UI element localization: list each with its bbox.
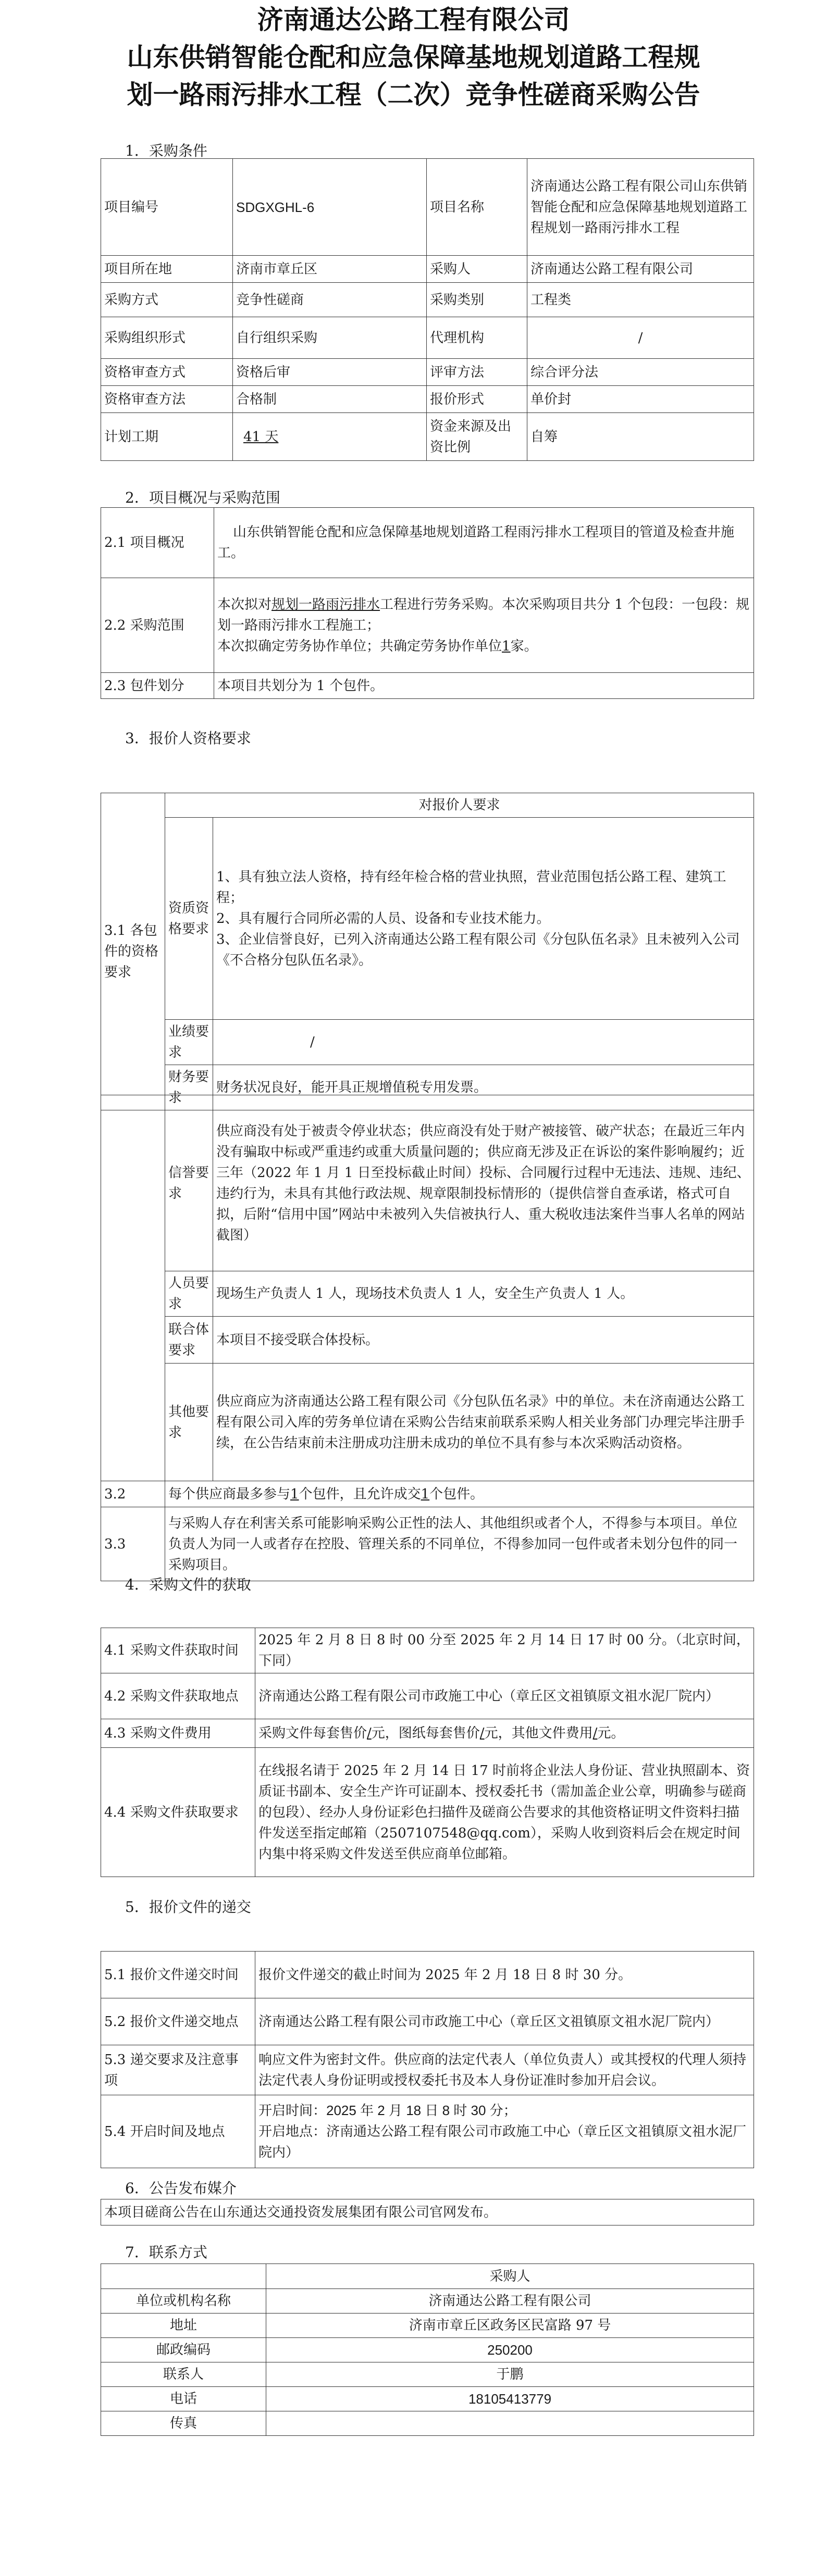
cell-value: 综合评分法 — [527, 359, 754, 386]
cell-label: 资质资格要求 — [165, 818, 213, 1020]
cell-label: 4.1 采购文件获取时间 — [101, 1628, 255, 1673]
table-row — [101, 1020, 754, 1065]
cell-label: 财务要求 — [165, 1065, 213, 1110]
table-row — [101, 2289, 754, 2314]
text: / — [593, 1725, 598, 1741]
section-heading-2: 2．项目概况与采购范围 — [125, 489, 280, 506]
submission-notes: 响应文件为密封文件。供应商的法定代表人（单位负责人）或其授权的代理人须持法定代表人身份证明或授权委托书及本人身份证准时参加开启会议。 — [255, 2045, 754, 2095]
table-row — [101, 1673, 754, 1719]
text: 采购文件每套售价 — [258, 1725, 367, 1741]
cell-value: 济南通达公路工程有限公司 — [527, 256, 754, 283]
cell-label: 邮政编码 — [101, 2338, 266, 2362]
text: 3、企业信誉良好，已列入济南通达公路工程有限公司《分包队伍名录》且未被列入公司《不合格分包队伍名录》。 — [216, 931, 740, 968]
text: 1、具有独立法人资格，持有经年检合格的营业执照，营业范围包括公路工程、建筑工程； — [216, 869, 726, 906]
email-link[interactable]: 2507107548@qq.com — [380, 1825, 530, 1841]
cell-label: 联系人 — [101, 2362, 266, 2387]
submission-deadline: 报价文件递交的截止时间为 2025 年 2 月 18 日 8 时 30 分。 — [255, 1952, 754, 1998]
cell-label: 2.2 采购范围 — [101, 578, 214, 673]
cell-value: 资格后审 — [233, 359, 427, 386]
acquisition-requirements — [255, 1748, 754, 1877]
section-heading-7: 7．联系方式 — [125, 2244, 207, 2261]
cell-label: 5.4 开启时间及地点 — [101, 2095, 255, 2168]
duration-value: 41 天 — [243, 429, 279, 445]
text: 每个供应商最多参与 — [168, 1486, 291, 1502]
cell-label: 项目所在地 — [101, 256, 233, 283]
table-row — [101, 1998, 754, 2045]
qualification-requirements — [213, 818, 754, 1020]
text: 2、具有履行合同所必需的人员、设备和专业技术能力。 — [216, 910, 550, 927]
cell-label: 2.3 包件划分 — [101, 673, 214, 699]
text: 个包件。 — [429, 1486, 484, 1502]
table-row — [101, 1719, 754, 1748]
cell-label: 5.1 报价文件递交时间 — [101, 1952, 255, 1998]
contact-postcode: 250200 — [266, 2338, 754, 2362]
cell-label: 地址 — [101, 2314, 266, 2338]
page-title-line1: 济南通达公路工程有限公司 — [257, 4, 570, 35]
text: 本次拟对 — [217, 596, 272, 612]
cell-label: 4.3 采购文件费用 — [101, 1719, 255, 1748]
table-row — [101, 508, 754, 578]
cell-label: 4.2 采购文件获取地点 — [101, 1673, 255, 1719]
cell-label: 资格审查方式 — [101, 359, 233, 386]
table-row — [101, 2095, 754, 2168]
table-row — [101, 317, 754, 359]
section-heading-5: 5．报价文件的递交 — [125, 1898, 251, 1916]
cell-value: 济南市章丘区 — [233, 256, 427, 283]
text: 元。 — [597, 1725, 625, 1741]
cell-label: 信誉要求 — [165, 1095, 213, 1271]
cell-value: / — [527, 317, 754, 359]
cell-value: 自行组织采购 — [233, 317, 427, 359]
text: 工程进行劳务采购。本次采购项目共分 1 个包段：一包段：规划一路雨污排水工程施工； — [217, 596, 750, 633]
project-name: 济南通达公路工程有限公司山东供销智能仓配和应急保障基地规划道路工程规划一路雨污排水工程 — [527, 159, 754, 256]
document-acquisition-table — [101, 1628, 754, 1877]
section-heading-4: 4．采购文件的获取 — [125, 1576, 251, 1593]
table-row — [101, 1095, 754, 1271]
text: 元，图纸每套售价 — [371, 1725, 480, 1741]
text: / — [367, 1725, 372, 1741]
cell-label: 单位或机构名称 — [101, 2289, 266, 2314]
table-row — [101, 2045, 754, 2095]
cell-label: 项目名称 — [427, 159, 527, 256]
table-row — [101, 673, 754, 699]
table-row — [101, 2199, 754, 2225]
package-limit — [165, 1481, 754, 1507]
cell-label: 其他要求 — [165, 1364, 213, 1481]
table-row — [101, 1271, 754, 1317]
procurement-scope — [214, 578, 754, 673]
cell-label: 采购组织形式 — [101, 317, 233, 359]
text: 规划一路雨污排水 — [271, 596, 380, 612]
cell-value: 自筹 — [527, 413, 754, 461]
table-row — [101, 413, 754, 461]
contact-header: 采购人 — [266, 2264, 754, 2289]
table-row — [101, 818, 754, 1020]
table-row — [101, 2338, 754, 2362]
publication-media-table — [101, 2199, 754, 2225]
cell-label: 人员要求 — [165, 1271, 213, 1317]
table-row — [101, 2387, 754, 2411]
opening-time-location — [255, 2095, 754, 2168]
cell-label: 2.1 项目概况 — [101, 508, 214, 578]
submission-table — [101, 1951, 754, 2168]
contact-table — [101, 2264, 754, 2436]
project-overview: 山东供销智能仓配和应急保障基地规划道路工程雨污排水工程项目的管道及检查井施工。 — [214, 508, 754, 578]
project-scope-table — [101, 507, 754, 699]
joint-venture-requirement: 本项目不接受联合体投标。 — [213, 1317, 754, 1364]
text: 本次拟确定劳务协作单位；共确定劳务协作单位 — [217, 638, 502, 654]
cell-label: 4.4 采购文件获取要求 — [101, 1748, 255, 1877]
qualification-table — [101, 793, 754, 1110]
staff-requirement: 现场生产负责人 1 人，现场技术负责人 1 人，安全生产负责人 1 人。 — [213, 1271, 754, 1317]
table-row — [101, 1481, 754, 1507]
section-heading-6: 6．公告发布媒介 — [125, 2180, 237, 2197]
table-row — [101, 2411, 754, 2436]
cell-label: 3.1 各包件的资格要求 — [101, 793, 165, 1110]
table-header: 对报价人要求 — [165, 793, 754, 818]
text: 在线报名请于 2025 年 2 月 14 日 17 时前将企业法人身份证、营业执照副本、资质证书副本、安全生产许可证副本、授权委托书（需加盖企业公章，明确参与磋商的包段）、经办人身份证彩色扫描件及磋商公告要求的其他资格证明文件资料扫描件发送至指定邮箱（ — [258, 1762, 750, 1841]
cell-label: 采购方式 — [101, 283, 233, 317]
cell-label: 电话 — [101, 2387, 266, 2411]
contact-fax — [266, 2411, 754, 2436]
page-title-line2: 山东供销智能仓配和应急保障基地规划道路工程规 — [127, 42, 700, 72]
section-heading-1: 1．采购条件 — [125, 142, 207, 159]
table-row — [101, 1628, 754, 1673]
table-row — [101, 578, 754, 673]
cell-label: 采购类别 — [427, 283, 527, 317]
cell-label: 5.3 递交要求及注意事项 — [101, 2045, 255, 2095]
cell-label: 联合体要求 — [165, 1317, 213, 1364]
cell-label: 5.2 报价文件递交地点 — [101, 1998, 255, 2045]
table-row — [101, 386, 754, 413]
text: 开启时间： — [258, 2103, 327, 2119]
financial-requirement: 财务状况良好，能开具正规增值税专用发票。 — [213, 1065, 754, 1110]
performance-value: / — [310, 1034, 315, 1050]
cell-label: 计划工期 — [101, 413, 233, 461]
table-row — [101, 159, 754, 256]
conflict-of-interest: 与采购人存在利害关系可能影响采购公正性的法人、其他组织或者个人，不得参与本项目。单位负责人为同一人或者存在控股、管理关系的不同单位，不得参加同一包件或者未划分包件的同一采购项目。 — [165, 1507, 754, 1581]
table-row — [101, 2314, 754, 2338]
cell-label: 项目编号 — [101, 159, 233, 256]
cell-label: 评审方法 — [427, 359, 527, 386]
contact-phone[interactable]: 18105413779 — [266, 2387, 754, 2411]
text: 1 — [421, 1486, 430, 1502]
contact-org: 济南通达公路工程有限公司 — [266, 2289, 754, 2314]
cell-label: 3.3 — [101, 1507, 165, 1581]
cell-value: 合格制 — [233, 386, 427, 413]
table-row — [101, 2264, 754, 2289]
credit-requirement: 供应商没有处于被责令停业状态；供应商没有处于财产被接管、破产状态；在最近三年内没有骗取中标或严重违约或重大质量问题的；供应商无涉及正在诉讼的案件影响履约；近三年（2022 年 1 月 1 日至投标截止时间）投标、合同履行过程中无违法、违规、违纪、违约行为，未具有其他行政法规、规章限制投标情形的（提供信誉自查承诺，格式可自拟，后附“信用中国”网站中未被列入失信被执行人、重大税收违法案件当事人名单的网站截图） — [213, 1095, 754, 1271]
text: 元，其他文件费用 — [484, 1725, 593, 1741]
package-division: 本项目共划分为 1 个包件。 — [214, 673, 754, 699]
page-title-line3: 划一路雨污排水工程（二次）竞争性磋商采购公告 — [127, 79, 700, 110]
table-row — [101, 1507, 754, 1581]
contact-address: 济南市章丘区政务区民富路 97 号 — [266, 2314, 754, 2338]
cell-label: 资格审查方法 — [101, 386, 233, 413]
table-row — [101, 283, 754, 317]
table-row — [101, 1317, 754, 1364]
project-number: SDGXGHL-6 — [233, 159, 427, 256]
cell-value: 工程类 — [527, 283, 754, 317]
cell-label: 3.2 — [101, 1481, 165, 1507]
table-row — [101, 1952, 754, 1998]
cell-value: 竞争性磋商 — [233, 283, 427, 317]
cell-label: 代理机构 — [427, 317, 527, 359]
cell-label: 业绩要求 — [165, 1020, 213, 1065]
cell-label: 资金来源及出资比例 — [427, 413, 527, 461]
text: 个包件，且允许成交 — [299, 1486, 421, 1502]
table-row — [101, 2362, 754, 2387]
text: / — [479, 1725, 485, 1741]
procurement-conditions-table — [101, 158, 754, 461]
cell-label: 传真 — [101, 2411, 266, 2436]
section-heading-3: 3．报价人资格要求 — [125, 730, 251, 747]
publication-media: 本项目磋商公告在山东通达交通投资发展集团有限公司官网发布。 — [101, 2199, 754, 2225]
text: 家。 — [510, 638, 538, 654]
acquisition-location: 济南通达公路工程有限公司市政施工中心（章丘区文祖镇原文祖水泥厂院内） — [255, 1673, 754, 1719]
cell-value: 单价封 — [527, 386, 754, 413]
contact-person: 于鹏 — [266, 2362, 754, 2387]
text: 1 — [290, 1486, 299, 1502]
other-requirement: 供应商应为济南通达公路工程有限公司《分包队伍名录》中的单位。未在济南通达公路工程有限公司入库的劳务单位请在采购公告结束前联系采购人相关业务部门办理完毕注册手续，在公告结束前未注册成功注册未成功的单位不具有参与本次采购活动资格。 — [213, 1364, 754, 1481]
document-fee — [255, 1719, 754, 1748]
table-row — [101, 1364, 754, 1481]
text: 2025 年 2 月 18 日 8 时 30 分； — [326, 2103, 517, 2118]
acquisition-time: 2025 年 2 月 8 日 8 时 00 分至 2025 年 2 月 14 日 17 时 00 分。（北京时间，下同） — [255, 1628, 754, 1673]
table-row — [101, 359, 754, 386]
cell-label: 采购人 — [427, 256, 527, 283]
table-row — [101, 793, 754, 818]
text: 开启地点：济南通达公路工程有限公司市政施工中心（章丘区文祖镇原文祖水泥厂院内） — [258, 2124, 747, 2160]
qualification-table-continued — [101, 1095, 754, 1581]
table-row — [101, 1748, 754, 1877]
text: ），采购人收到资料后会在规定时间内集中将采购文件发送至供应商单位邮箱。 — [258, 1825, 740, 1862]
table-row — [101, 256, 754, 283]
text: 1 — [502, 638, 511, 654]
cell-label: 报价形式 — [427, 386, 527, 413]
submission-location: 济南通达公路工程有限公司市政施工中心（章丘区文祖镇原文祖水泥厂院内） — [255, 1998, 754, 2045]
